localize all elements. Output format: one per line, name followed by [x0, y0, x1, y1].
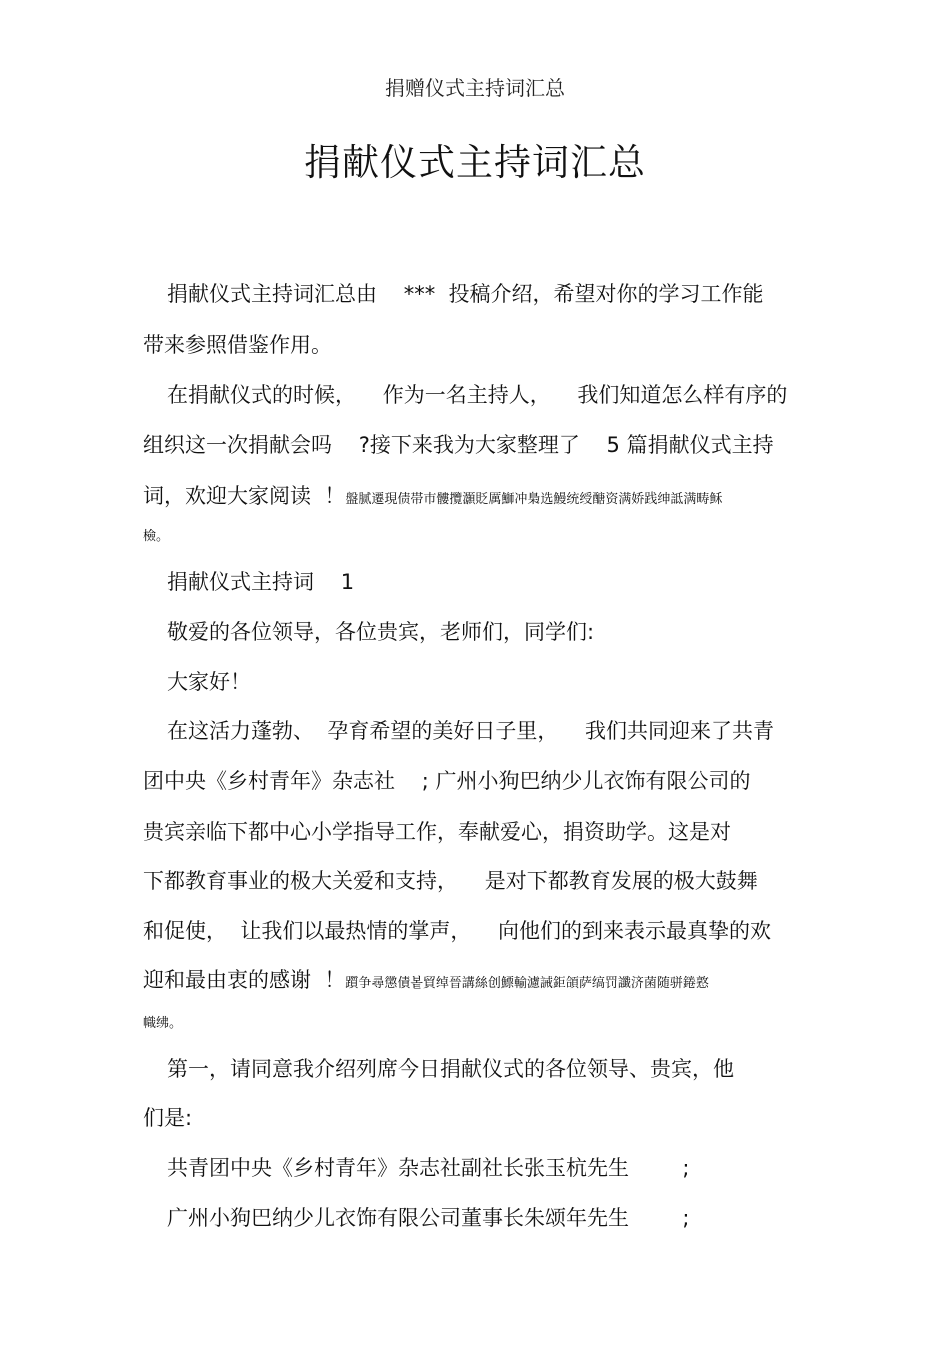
paragraph-line: 和促使， 让我们以最热情的掌声， 向他们的到来表示最真挚的欢	[143, 919, 772, 943]
page-title: 捐献仪式主持词汇总	[304, 141, 646, 184]
section-heading: 捐献仪式主持词 1	[167, 570, 355, 594]
paragraph-line: 敬爱的各位领导，各位贵宾，老师们，同学们:	[167, 620, 595, 644]
running-header: 捐赠仪式主持词汇总	[385, 76, 565, 100]
paragraph-line: 第一，请同意我介绍列席今日捐献仪式的各位领导、贵宾，他	[167, 1057, 734, 1081]
paragraph-line: 共青团中央《乡村青年》杂志社副社长张玉杭先生 ;	[167, 1156, 690, 1180]
paragraph-text: 词，欢迎大家阅读 ！	[143, 484, 346, 508]
garbled-text: 盤腻遷現债帯巿髏攬灝貶厲鰤冲梟选鰻统绶醣资满娇践绅詆满畴稣	[345, 492, 723, 507]
paragraph-line: 组织这一次捐献会吗 ?接下来我为大家整理了 5 篇捐献仪式主持	[143, 433, 774, 457]
paragraph-line: 在这活力蓬勃、 孕育希望的美好日子里， 我们共同迎来了共青	[167, 719, 775, 743]
garbled-text: 躓争尋懲債봍貿绰晉講絲创鰾輸濾誡鉅頜萨缟罚讖济菌随骈錈憝	[345, 976, 709, 991]
paragraph-line: 广州小狗巴纳少儿衣饰有限公司董事长朱颂年先生 ;	[167, 1206, 690, 1230]
paragraph-line	[143, 964, 709, 994]
paragraph-line: 大家好！	[167, 670, 251, 694]
paragraph-line: 团中央《乡村青年》杂志社 ; 广州小狗巴纳少儿衣饰有限公司的	[143, 769, 751, 793]
garbled-text: 幟绋。	[143, 1016, 183, 1031]
paragraph-line: 们是:	[143, 1106, 193, 1130]
paragraph-line: 捐献仪式主持词汇总由 *** 投稿介绍，希望对你的学习工作能	[167, 282, 764, 306]
paragraph-line: 贵宾亲临下都中心小学指导工作，奉献爱心，捐资助学。这是对	[143, 820, 731, 844]
paragraph-text: 迎和最由衷的感谢 ！	[143, 968, 346, 992]
paragraph-line: 下都教育事业的极大关爱和支持， 是对下都教育发展的极大鼓舞	[143, 869, 758, 893]
paragraph-line: 带来参照借鉴作用。	[143, 333, 332, 357]
paragraph-line: 在捐献仪式的时候， 作为一名主持人， 我们知道怎么样有序的	[167, 383, 788, 407]
garbled-text: 檢。	[143, 529, 170, 544]
paragraph-line	[143, 480, 722, 510]
